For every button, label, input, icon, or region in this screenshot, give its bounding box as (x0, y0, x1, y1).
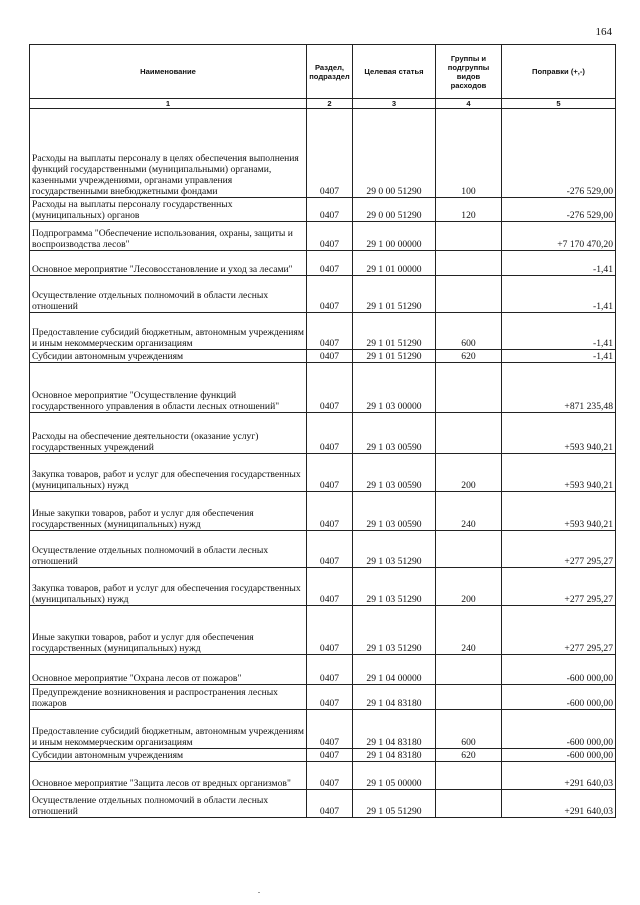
row-name: Расходы на выплаты персоналу государственных (муниципальных) органов (30, 198, 307, 222)
row-section: 0407 (307, 531, 353, 568)
row-group: 100 (436, 109, 502, 198)
row-name: Расходы на выплаты персоналу в целях обеспечения выполнения функций государственными (муниципальными) органами, казенными учреждениями, органами управления государственными внебюджетными фондами (30, 109, 307, 198)
row-name: Субсидии автономным учреждениям (30, 350, 307, 363)
row-target: 29 1 03 51290 (353, 606, 436, 655)
row-name: Осуществление отдельных полномочий в области лесных отношений (30, 531, 307, 568)
column-number: 3 (353, 99, 436, 109)
row-amount: +291 640,03 (502, 790, 616, 818)
row-section: 0407 (307, 492, 353, 531)
table-row (30, 710, 616, 749)
row-target: 29 1 03 00590 (353, 413, 436, 454)
row-name: Иные закупки товаров, работ и услуг для обеспечения государственных (муниципальных) нужд (30, 492, 307, 531)
row-name: Осуществление отдельных полномочий в области лесных отношений (30, 790, 307, 818)
row-group (436, 790, 502, 818)
row-target: 29 1 03 00590 (353, 454, 436, 492)
row-amount: +593 940,21 (502, 413, 616, 454)
row-name: Основное мероприятие "Охрана лесов от пожаров" (30, 655, 307, 685)
row-section: 0407 (307, 568, 353, 606)
row-target: 29 1 05 00000 (353, 762, 436, 790)
row-target: 29 1 04 83180 (353, 710, 436, 749)
row-section: 0407 (307, 606, 353, 655)
row-group: 120 (436, 198, 502, 222)
row-name: Иные закупки товаров, работ и услуг для обеспечения государственных (муниципальных) нужд (30, 606, 307, 655)
row-amount: -1,41 (502, 313, 616, 350)
row-group: 200 (436, 454, 502, 492)
row-target: 29 1 00 00000 (353, 222, 436, 251)
table-row (30, 492, 616, 531)
row-target: 29 1 04 00000 (353, 655, 436, 685)
row-name: Субсидии автономным учреждениям (30, 749, 307, 762)
row-target: 29 1 04 83180 (353, 749, 436, 762)
column-number: 5 (502, 99, 616, 109)
row-target: 29 1 01 51290 (353, 313, 436, 350)
header-amount: Поправки (+,-) (502, 45, 616, 99)
row-target: 29 1 01 51290 (353, 276, 436, 313)
row-section: 0407 (307, 363, 353, 413)
column-number: 1 (30, 99, 307, 109)
row-section: 0407 (307, 655, 353, 685)
row-section: 0407 (307, 749, 353, 762)
row-target: 29 1 01 51290 (353, 350, 436, 363)
row-target: 29 1 05 51290 (353, 790, 436, 818)
row-target: 29 1 03 51290 (353, 568, 436, 606)
row-group (436, 276, 502, 313)
row-name: Предупреждение возникновения и распространения лесных пожаров (30, 685, 307, 710)
row-amount: -276 529,00 (502, 109, 616, 198)
row-name: Основное мероприятие "Лесовосстановление и уход за лесами" (30, 251, 307, 276)
row-group (436, 251, 502, 276)
table-body (30, 109, 616, 818)
row-amount: +7 170 470,20 (502, 222, 616, 251)
header-group: Группы и подгруппы видов расходов (436, 45, 502, 99)
row-amount: -1,41 (502, 251, 616, 276)
row-name: Основное мероприятие "Осуществление функций государственного управления в области лесных отношений" (30, 363, 307, 413)
table-row (30, 568, 616, 606)
table-row (30, 685, 616, 710)
table-row (30, 363, 616, 413)
header-section: Раздел, подраздел (307, 45, 353, 99)
row-group (436, 363, 502, 413)
row-section: 0407 (307, 198, 353, 222)
row-amount: -600 000,00 (502, 655, 616, 685)
row-target: 29 1 03 00590 (353, 492, 436, 531)
table-row (30, 790, 616, 818)
row-group: 600 (436, 710, 502, 749)
header-target: Целевая статья (353, 45, 436, 99)
table-row (30, 762, 616, 790)
row-section: 0407 (307, 710, 353, 749)
header-name: Наименование (30, 45, 307, 99)
row-group: 620 (436, 749, 502, 762)
row-group: 240 (436, 492, 502, 531)
row-name: Осуществление отдельных полномочий в области лесных отношений (30, 276, 307, 313)
row-amount: -600 000,00 (502, 749, 616, 762)
row-group (436, 762, 502, 790)
row-amount: -1,41 (502, 350, 616, 363)
row-amount: +277 295,27 (502, 531, 616, 568)
table-row (30, 350, 616, 363)
row-section: 0407 (307, 790, 353, 818)
table-row (30, 655, 616, 685)
row-target: 29 1 03 51290 (353, 531, 436, 568)
row-section: 0407 (307, 109, 353, 198)
row-group: 200 (436, 568, 502, 606)
row-name: Предоставление субсидий бюджетным, автономным учреждениям и иным некоммерческим организациям (30, 313, 307, 350)
table-row (30, 198, 616, 222)
row-target: 29 0 00 51290 (353, 109, 436, 198)
budget-amendments-table (29, 44, 616, 818)
row-group: 240 (436, 606, 502, 655)
row-section: 0407 (307, 762, 353, 790)
table-row (30, 749, 616, 762)
row-amount: -1,41 (502, 276, 616, 313)
row-section: 0407 (307, 222, 353, 251)
row-name: Подпрограмма "Обеспечение использования, охраны, защиты и воспроизводства лесов" (30, 222, 307, 251)
row-amount: +593 940,21 (502, 454, 616, 492)
row-group (436, 655, 502, 685)
row-group (436, 222, 502, 251)
row-target: 29 1 01 00000 (353, 251, 436, 276)
row-group (436, 531, 502, 568)
row-group (436, 413, 502, 454)
row-name: Расходы на обеспечение деятельности (оказание услуг) государственных учреждений (30, 413, 307, 454)
row-section: 0407 (307, 350, 353, 363)
table-row (30, 222, 616, 251)
column-number: 2 (307, 99, 353, 109)
row-section: 0407 (307, 454, 353, 492)
page-number: 164 (595, 26, 612, 38)
row-target: 29 0 00 51290 (353, 198, 436, 222)
table-row (30, 251, 616, 276)
row-amount: +291 640,03 (502, 762, 616, 790)
row-section: 0407 (307, 685, 353, 710)
row-name: Основное мероприятие "Защита лесов от вредных организмов" (30, 762, 307, 790)
row-target: 29 1 03 00000 (353, 363, 436, 413)
table-row (30, 606, 616, 655)
row-amount: +277 295,27 (502, 568, 616, 606)
row-section: 0407 (307, 413, 353, 454)
table-row (30, 454, 616, 492)
table-row (30, 313, 616, 350)
table-row (30, 531, 616, 568)
column-number: 4 (436, 99, 502, 109)
row-section: 0407 (307, 251, 353, 276)
row-name: Предоставление субсидий бюджетным, автономным учреждениям и иным некоммерческим организациям (30, 710, 307, 749)
row-name: Закупка товаров, работ и услуг для обеспечения государственных (муниципальных) нужд (30, 568, 307, 606)
row-name: Закупка товаров, работ и услуг для обеспечения государственных (муниципальных) нужд (30, 454, 307, 492)
row-amount: +277 295,27 (502, 606, 616, 655)
row-group: 600 (436, 313, 502, 350)
table-row (30, 109, 616, 198)
row-group (436, 685, 502, 710)
table-row (30, 276, 616, 313)
row-amount: +593 940,21 (502, 492, 616, 531)
row-target: 29 1 04 83180 (353, 685, 436, 710)
table-row (30, 413, 616, 454)
row-group: 620 (436, 350, 502, 363)
scan-mark (258, 892, 260, 893)
row-amount: -600 000,00 (502, 710, 616, 749)
row-section: 0407 (307, 276, 353, 313)
row-amount: -276 529,00 (502, 198, 616, 222)
row-amount: -600 000,00 (502, 685, 616, 710)
row-section: 0407 (307, 313, 353, 350)
row-amount: +871 235,48 (502, 363, 616, 413)
